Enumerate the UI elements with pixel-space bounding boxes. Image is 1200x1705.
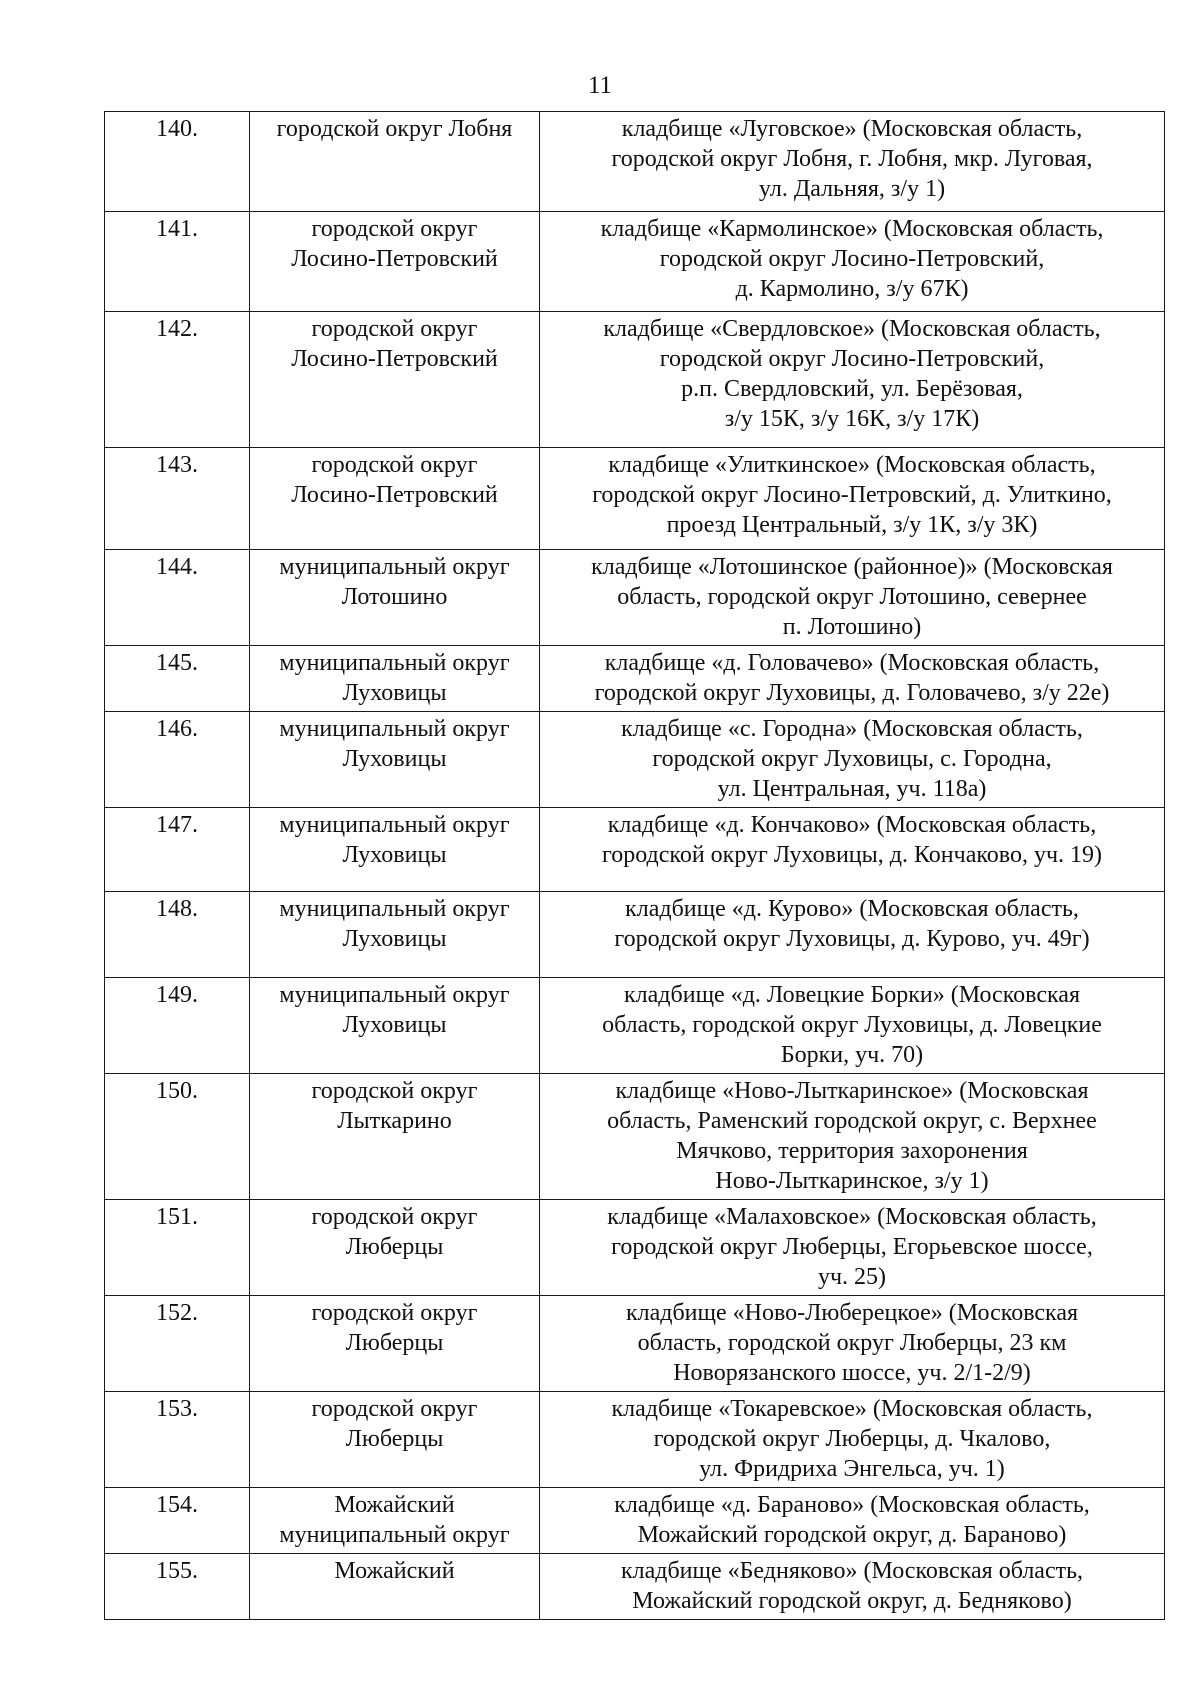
cemetery-cell: кладбище «Кармолинское» (Московская область, городской округ Лосино-Петровский, д. Кармолино, з/у 67К)	[540, 212, 1165, 312]
row-number: 149.	[105, 978, 250, 1074]
table-row	[105, 1392, 1165, 1488]
municipality-cell: муниципальный округ Луховицы	[250, 712, 540, 808]
municipality-cell: муниципальный округ Лотошино	[250, 550, 540, 646]
municipality-cell: городской округ Люберцы	[250, 1392, 540, 1488]
table-row	[105, 1296, 1165, 1392]
cemetery-cell: кладбище «д. Курово» (Московская область, городской округ Луховицы, д. Курово, уч. 49г)	[540, 892, 1165, 978]
row-number: 143.	[105, 448, 250, 550]
cemetery-cell: кладбище «д. Головачево» (Московская область, городской округ Луховицы, д. Головачево, з/у 22е)	[540, 646, 1165, 712]
table-row	[105, 646, 1165, 712]
municipality-cell: муниципальный округ Луховицы	[250, 808, 540, 892]
table-row	[105, 312, 1165, 448]
table-row	[105, 1554, 1165, 1620]
row-number: 154.	[105, 1488, 250, 1554]
row-number: 141.	[105, 212, 250, 312]
cemetery-cell: кладбище «Лотошинское (районное)» (Московская область, городской округ Лотошино, севернее п. Лотошино)	[540, 550, 1165, 646]
row-number: 144.	[105, 550, 250, 646]
table-row	[105, 550, 1165, 646]
cemetery-cell: кладбище «д. Бараново» (Московская область, Можайский городской округ, д. Бараново)	[540, 1488, 1165, 1554]
cemetery-cell: кладбище «Луговское» (Московская область, городской округ Лобня, г. Лобня, мкр. Луговая, ул. Дальняя, з/у 1)	[540, 112, 1165, 212]
cemetery-cell: кладбище «Ново-Лыткаринское» (Московская область, Раменский городской округ, с. Верхнее Мячково, территория захоронения Ново-Лыткаринское, з/у 1)	[540, 1074, 1165, 1200]
table-row	[105, 1488, 1165, 1554]
row-number: 145.	[105, 646, 250, 712]
cemetery-registry-table	[104, 111, 1165, 1620]
cemetery-cell: кладбище «Малаховское» (Московская область, городской округ Люберцы, Егорьевское шоссе, уч. 25)	[540, 1200, 1165, 1296]
row-number: 146.	[105, 712, 250, 808]
row-number: 142.	[105, 312, 250, 448]
table-row	[105, 112, 1165, 212]
municipality-cell: Можайский	[250, 1554, 540, 1620]
row-number: 150.	[105, 1074, 250, 1200]
municipality-cell: городской округ Лыткарино	[250, 1074, 540, 1200]
row-number: 148.	[105, 892, 250, 978]
row-number: 151.	[105, 1200, 250, 1296]
table-body	[105, 112, 1165, 1620]
row-number: 155.	[105, 1554, 250, 1620]
cemetery-cell: кладбище «с. Городна» (Московская область, городской округ Луховицы, с. Городна, ул. Центральная, уч. 118а)	[540, 712, 1165, 808]
municipality-cell: муниципальный округ Луховицы	[250, 892, 540, 978]
table-row	[105, 892, 1165, 978]
table-row	[105, 978, 1165, 1074]
table-row	[105, 808, 1165, 892]
cemetery-cell: кладбище «д. Ловецкие Борки» (Московская область, городской округ Луховицы, д. Ловецкие Борки, уч. 70)	[540, 978, 1165, 1074]
row-number: 153.	[105, 1392, 250, 1488]
municipality-cell: городской округ Лобня	[250, 112, 540, 212]
row-number: 140.	[105, 112, 250, 212]
cemetery-cell: кладбище «Бедняково» (Московская область, Можайский городской округ, д. Бедняково)	[540, 1554, 1165, 1620]
row-number: 147.	[105, 808, 250, 892]
municipality-cell: Можайский муниципальный округ	[250, 1488, 540, 1554]
page-number: 11	[587, 72, 613, 99]
cemetery-cell: кладбище «Улиткинское» (Московская область, городской округ Лосино-Петровский, д. Улиткино, проезд Центральный, з/у 1К, з/у 3К)	[540, 448, 1165, 550]
cemetery-cell: кладбище «Токаревское» (Московская область, городской округ Люберцы, д. Чкалово, ул. Фридриха Энгельса, уч. 1)	[540, 1392, 1165, 1488]
municipality-cell: муниципальный округ Луховицы	[250, 978, 540, 1074]
table-row	[105, 1200, 1165, 1296]
cemetery-cell: кладбище «Свердловское» (Московская область, городской округ Лосино-Петровский, р.п. Свердловский, ул. Берёзовая, з/у 15К, з/у 16К, з/у 17К)	[540, 312, 1165, 448]
table-row	[105, 212, 1165, 312]
municipality-cell: городской округ Люберцы	[250, 1200, 540, 1296]
cemetery-cell: кладбище «д. Кончаково» (Московская область, городской округ Луховицы, д. Кончаково, уч. 19)	[540, 808, 1165, 892]
table-row	[105, 1074, 1165, 1200]
municipality-cell: городской округ Лосино-Петровский	[250, 212, 540, 312]
municipality-cell: городской округ Лосино-Петровский	[250, 312, 540, 448]
municipality-cell: муниципальный округ Луховицы	[250, 646, 540, 712]
row-number: 152.	[105, 1296, 250, 1392]
table-row	[105, 448, 1165, 550]
municipality-cell: городской округ Лосино-Петровский	[250, 448, 540, 550]
municipality-cell: городской округ Люберцы	[250, 1296, 540, 1392]
table-row	[105, 712, 1165, 808]
cemetery-cell: кладбище «Ново-Люберецкое» (Московская область, городской округ Люберцы, 23 км Новорязанского шоссе, уч. 2/1-2/9)	[540, 1296, 1165, 1392]
